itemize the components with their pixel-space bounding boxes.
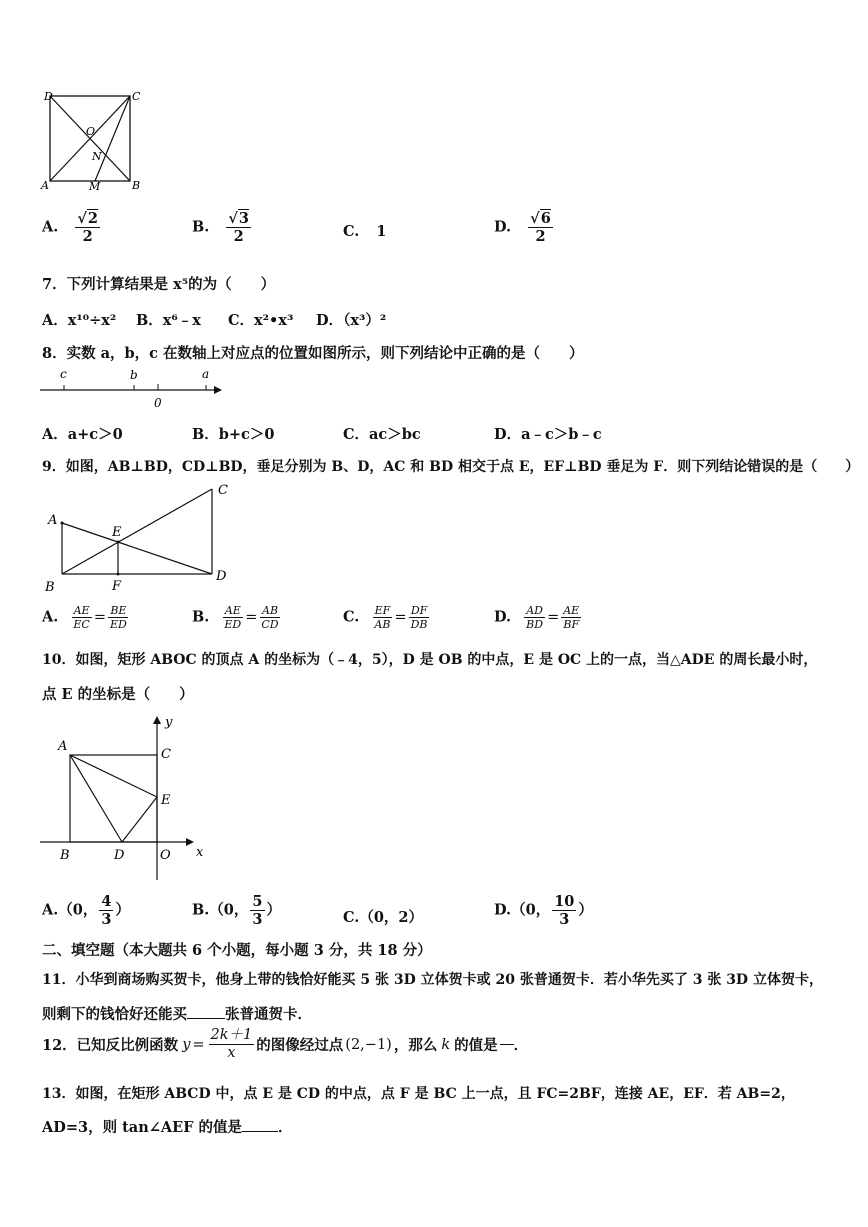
fig6-label-B: B [132,179,141,190]
q9-option-b[interactable]: B. $\frac{AE}{ED}$ = $\frac{AB}{CD}$ [192,604,279,631]
fig6-label-D: D [44,90,53,103]
q10-label-D: D [114,848,125,863]
q10-stem-line1: 10．如图，矩形 ABOC 的顶点 A 的坐标为（﹣4，5），D 是 OB 的中点，E 是 OC 上的一点，当△ADE 的周长最小时， [42,652,818,668]
q10-label-O: O [160,848,171,863]
q10-label-A: A [58,739,68,754]
q12-line: 12．已知反比例函数 y = $\frac{2k+1}{x}$ 的图像经过点 (2,−1) ，那么 k 的值是 ． [42,1027,529,1061]
q13-line1: 13．如图，在矩形 ABCD 中，点 E 是 CD 的中点，点 F 是 BC 上一点，且 FC=2BF，连接 AE，EF．若 AB=2， [42,1086,795,1102]
q7-option-c[interactable]: C．x²•x³ [228,312,294,329]
fig6-label-A: A [41,179,49,190]
q8-label-c: c [60,367,67,381]
q9-label-F: F [112,579,122,592]
q9-label-A: A [48,513,58,528]
q13-answer-blank[interactable] [242,1131,278,1132]
q7-stem: 7．下列计算结果是 x⁵的为（ ） [42,276,276,293]
q9-label-B: B [45,580,55,592]
q8-number-line [40,364,230,410]
fig6-label-M: M [89,180,101,190]
fig6-label-N: N [92,150,102,163]
q10-option-a[interactable]: A.（0， $\frac{4}{3}$ ） [42,893,130,928]
q13-line2: AD=3，则 tan∠AEF 的值是 ． [42,1119,293,1136]
q11-line2: 则剩下的钱恰好还能买 张普通贺卡． [42,1006,312,1023]
q9-option-d[interactable]: D. $\frac{AD}{BD}$ = $\frac{AE}{BF}$ [494,604,580,631]
q11-answer-blank[interactable] [187,1018,225,1019]
q8-stem: 8．实数 a，b，c 在数轴上对应点的位置如图所示，则下列结论中正确的是（ ） [42,345,584,362]
q6-square-figure [38,88,148,190]
q8-option-d[interactable]: D．a﹣c＞b﹣c [494,426,602,443]
fig6-label-O: O [86,125,96,138]
q6-option-a[interactable]: A. $\frac{√2}{2}$ [42,210,98,245]
q10-figure [40,712,220,882]
q7-option-d[interactable]: D．（x³）² [316,312,387,329]
q8-label-a: a [202,367,210,381]
q9-figure [40,480,240,592]
q11-line1: 11．小华到商场购买贺卡，他身上带的钱恰好能买 5 张 3D 立体贺卡或 20 张普通贺卡．若小华先买了 3 张 3D 立体贺卡， [42,972,823,988]
q6-option-d[interactable]: D. $\frac{√6}{2}$ [494,210,551,245]
fig6-label-C: C [132,90,141,103]
q10-label-B: B [60,848,70,863]
q9-label-C: C [218,483,228,498]
q8-label-zero: 0 [154,396,162,410]
q10-label-x: x [196,845,204,860]
q8-option-a[interactable]: A．a+c＞0 [42,426,123,443]
q6-option-b[interactable]: B. $\frac{√3}{2}$ [192,210,249,245]
q6-option-c[interactable]: C. 1 [343,223,387,240]
q10-stem-line2: 点 E 的坐标是（ ） [42,686,194,703]
q7-option-a[interactable]: A．x¹⁰÷x² [42,312,117,329]
q9-label-D: D [216,569,227,584]
q9-option-a[interactable]: A. $\frac{AE}{EC}$ = $\frac{BE}{ED}$ [42,604,127,631]
q12-answer-blank[interactable] [500,1044,514,1045]
q10-option-b[interactable]: B.（0， $\frac{5}{3}$ ） [192,893,281,928]
q10-label-E: E [161,793,171,808]
q9-stem: 9．如图，AB⊥BD，CD⊥BD，垂足分别为 B、D，AC 和 BD 相交于点 E，EF⊥BD 垂足为 F．则下列结论错误的是（ ） [42,459,860,475]
q9-option-c[interactable]: C. $\frac{EF}{AB}$ = $\frac{DF}{DB}$ [343,604,428,631]
q8-option-b[interactable]: B．b+c＞0 [192,426,275,443]
section-2-heading: 二、填空题（本大题共 6 个小题，每小题 3 分，共 18 分） [42,942,432,959]
q10-option-c[interactable]: C.（0，2） [343,909,424,926]
q8-option-c[interactable]: C．ac＞bc [343,426,421,443]
q10-label-C: C [161,747,171,762]
q10-label-y: y [165,715,173,730]
q7-option-b[interactable]: B．x⁶﹣x [136,312,201,329]
q9-label-E: E [112,525,122,540]
q8-label-b: b [130,368,138,382]
q10-option-d[interactable]: D.（0， $\frac{10}{3}$ ） [494,893,593,928]
